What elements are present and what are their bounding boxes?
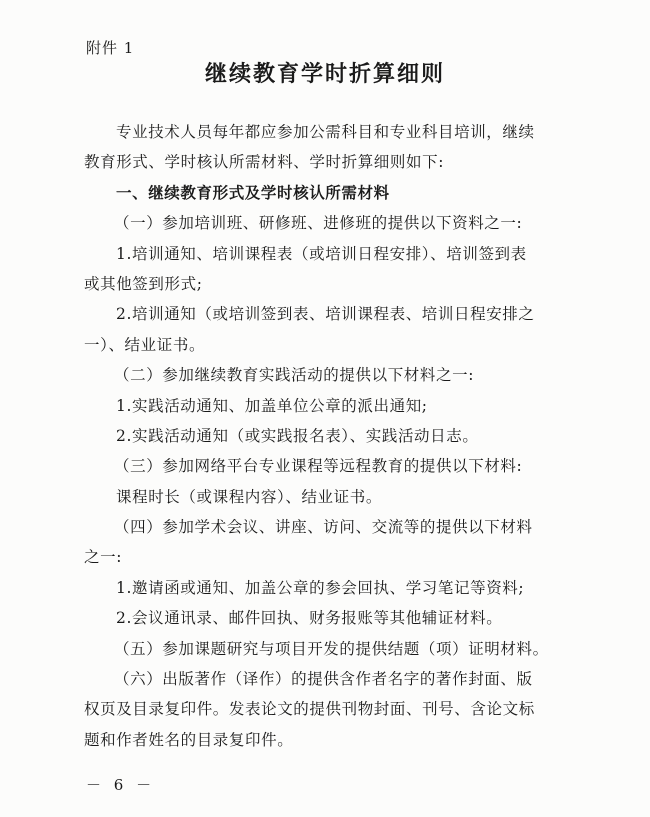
paragraph-line: 1.邀请函或通知、加盖公章的参会回执、学习笔记等资料; <box>116 578 525 597</box>
paragraph-line: 2.培训通知（或培训签到表、培训课程表、培训日程安排之 <box>116 305 535 324</box>
paragraph-line: （五）参加课题研究与项目开发的提供结题（项）证明材料。 <box>114 639 549 658</box>
paragraph-line: 2.会议通讯录、邮件回执、财务报账等其他辅证材料。 <box>116 609 503 628</box>
paragraph-line: 1.培训通知、培训课程表（或培训日程安排）、培训签到表 <box>116 244 527 263</box>
paragraph-line: 权页及目录复印件。发表论文的提供刊物封面、刊号、含论文标 <box>84 700 535 719</box>
paragraph-line: 或其他签到形式; <box>84 274 203 293</box>
paragraph-line: 专业技术人员每年都应参加公需科目和专业科目培训，继续 <box>116 123 535 141</box>
section-heading: 一、继续教育形式及学时核认所需材料 <box>116 183 390 202</box>
paragraph-line: 题和作者姓名的目录复印件。 <box>84 730 294 749</box>
attachment-label: 附件 1 <box>86 39 135 57</box>
paragraph-line: （三）参加网络平台专业课程等远程教育的提供以下材料: <box>114 457 523 476</box>
paragraph-line: 教育形式、学时核认所需材料、学时折算细则如下: <box>84 153 445 172</box>
paragraph-line: 一）、结业证书。 <box>84 335 206 354</box>
paragraph-line: （二）参加继续教育实践活动的提供以下材料之一: <box>114 366 475 385</box>
paragraph-line: 1.实践活动通知、加盖单位公章的派出通知; <box>116 396 428 415</box>
page-number: － 6 － <box>86 776 156 794</box>
paragraph-line: 课程时长（或课程内容）、结业证书。 <box>116 487 382 506</box>
document-body <box>84 117 584 755</box>
paragraph-line: （四）参加学术会议、讲座、访问、交流等的提供以下材料 <box>114 518 533 537</box>
page-title: 继续教育学时折算细则 <box>204 62 445 87</box>
paragraph-line: （六）出版著作（译作）的提供含作者名字的著作封面、版 <box>114 670 533 689</box>
paragraph-line: 2.实践活动通知（或实践报名表）、实践活动日志。 <box>116 426 479 445</box>
paragraph-line: 之一: <box>84 548 123 567</box>
paragraph-line: （一）参加培训班、研修班、进修班的提供以下资料之一: <box>114 214 523 233</box>
